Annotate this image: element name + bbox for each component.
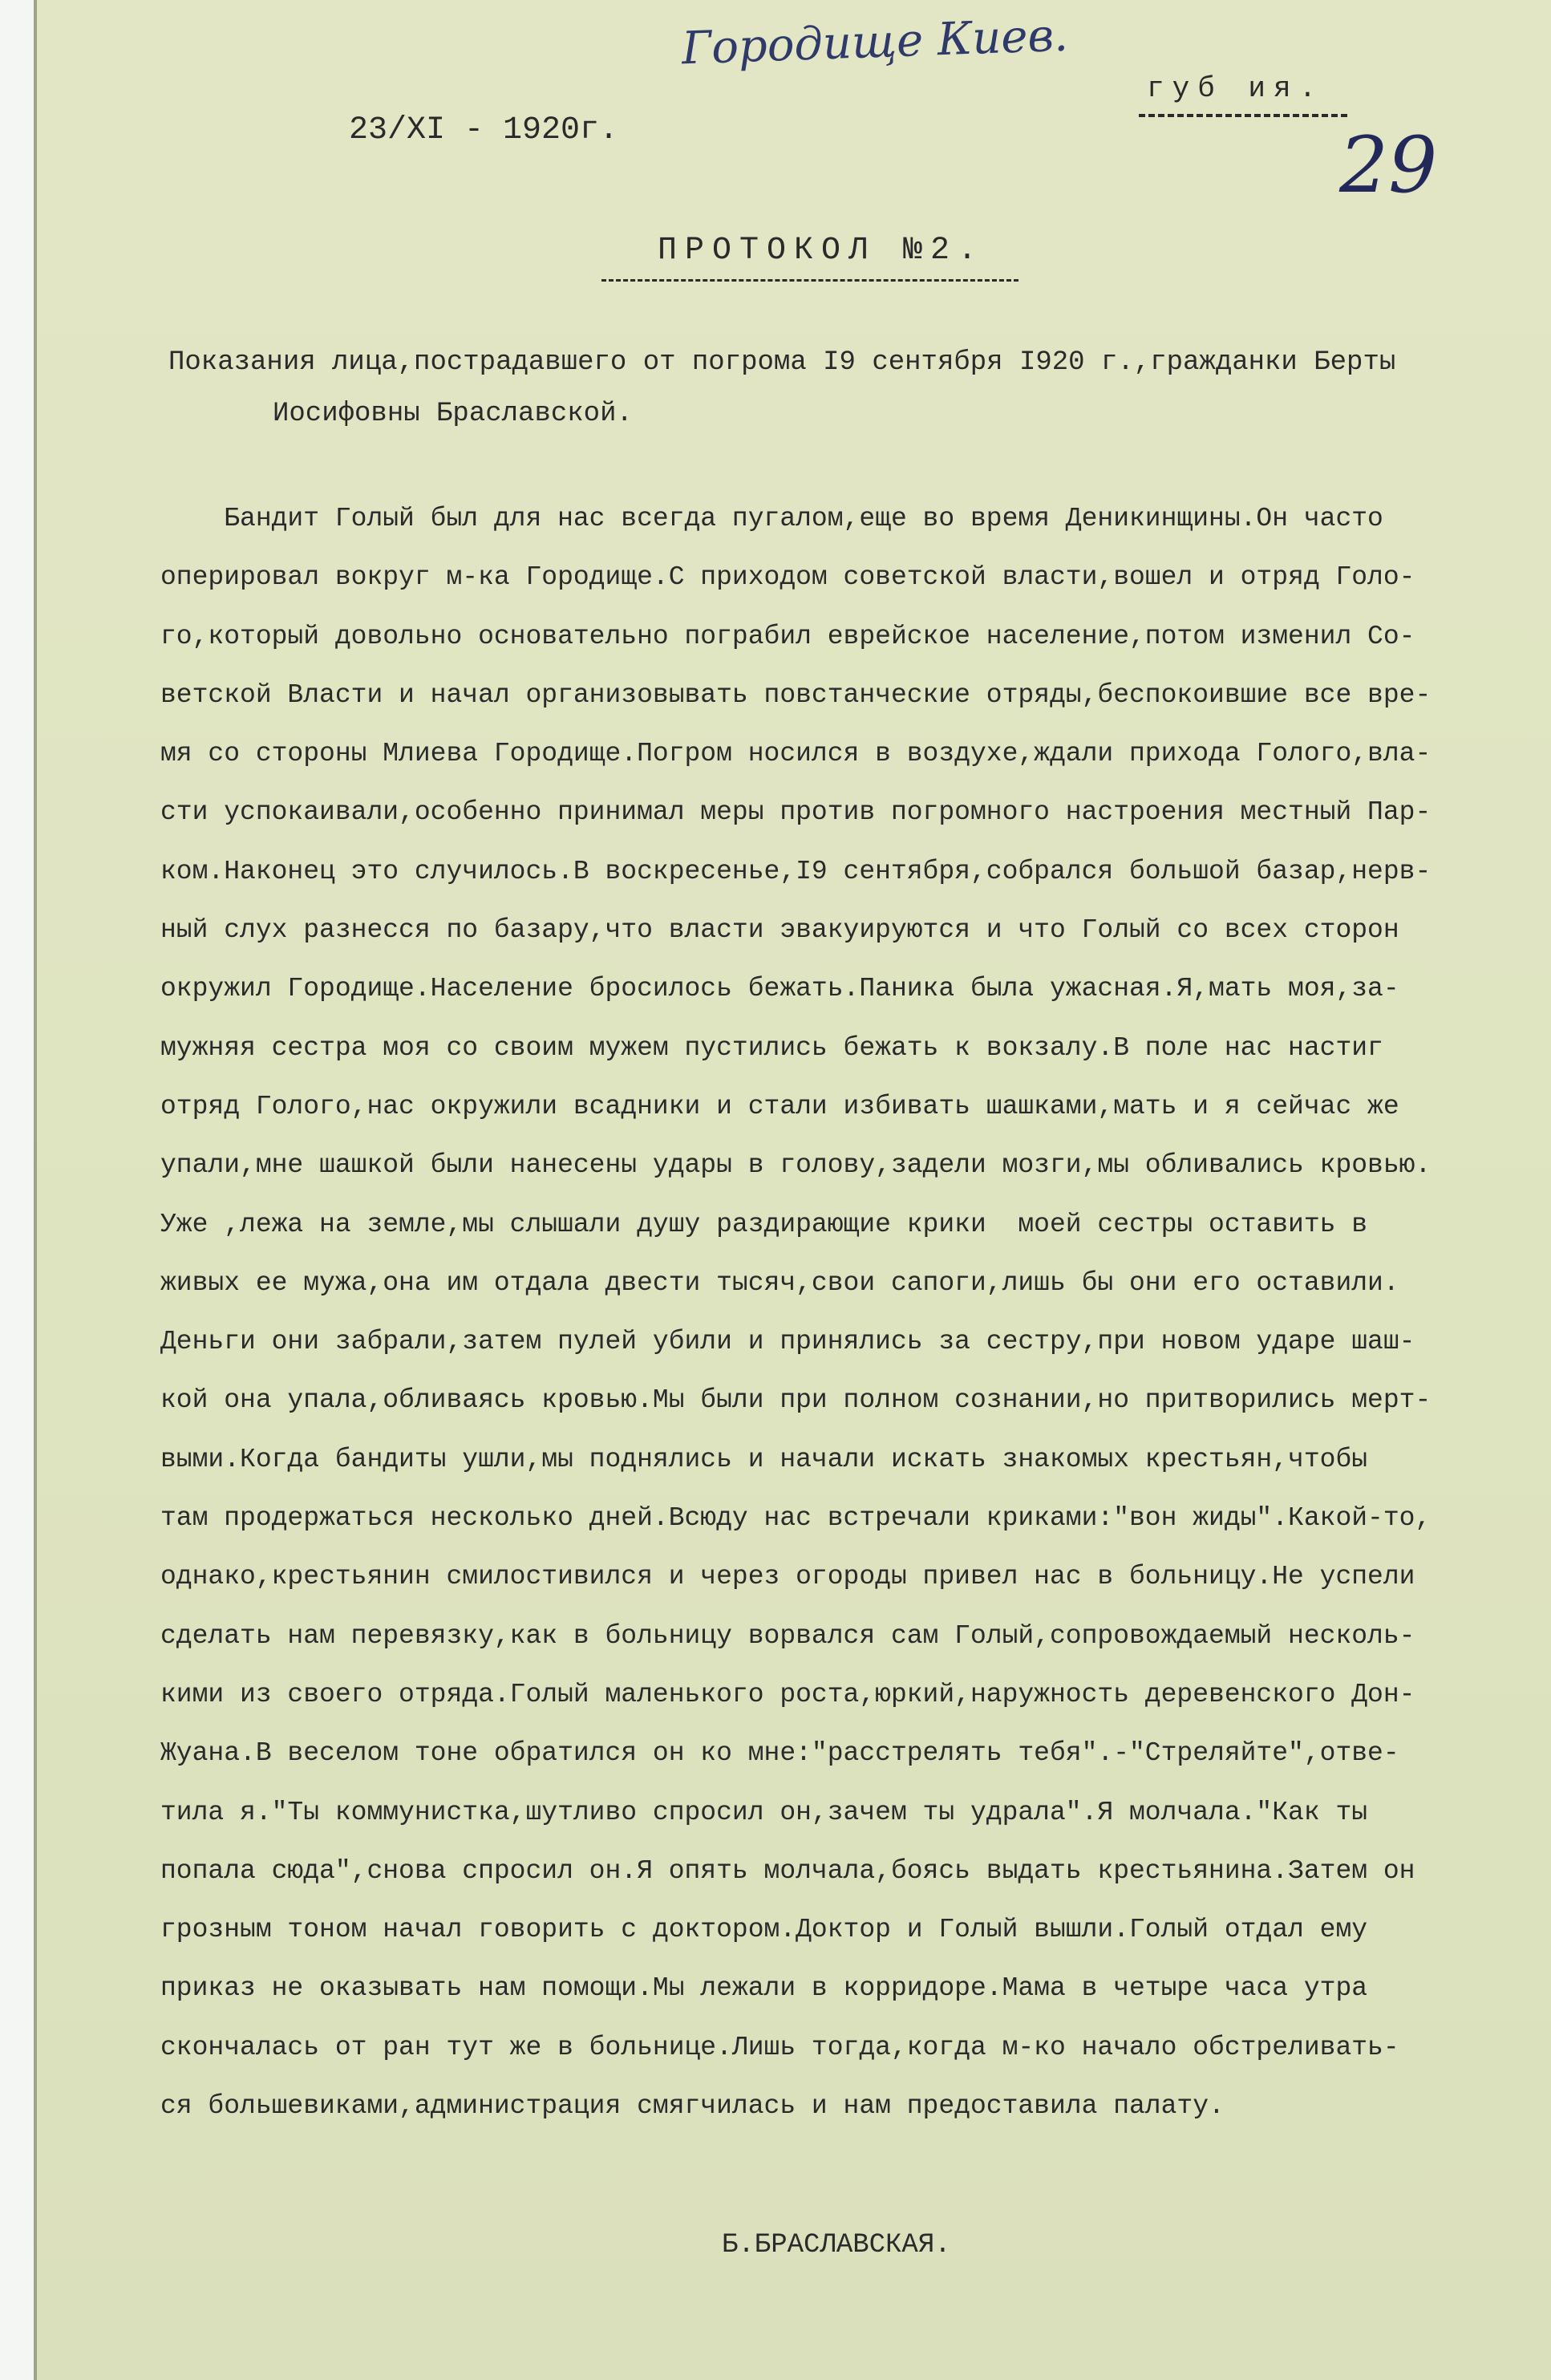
body-line: однако,крестьянин смилостивился и через огороды привел нас в больницу.Не успели [160, 1562, 1415, 1592]
typed-region-label: губ ия. [1147, 72, 1325, 105]
body-line: тила я."Ты коммунистка,шутливо спросил он,зачем ты удрала".Я молчала."Как ты [160, 1797, 1368, 1827]
body-line: ный слух разнесся по базару,что власти эвакуируются и что Голый со всех сторон [160, 915, 1399, 946]
body-line: Деньги они забрали,затем пулей убили и принялись за сестру,при новом ударе шаш- [160, 1327, 1415, 1357]
document-heading [168, 337, 1484, 440]
signature: Б.БРАСЛАВСКАЯ. [722, 2230, 951, 2260]
body-line: кой она упала,обливаясь кровью.Мы были при полном сознании,но притворились мерт- [160, 1385, 1432, 1416]
body-line: ком.Наконец это случилось.В воскресенье,I9 сентября,собрался большой базар,нерв- [160, 856, 1432, 886]
document-date: 23/XI - 1920г. [349, 112, 619, 148]
body-line: го,который довольно основательно пограбил еврейское население,потом изменил Со- [160, 621, 1415, 651]
body-line: отряд Голого,нас окружили всадники и стали избивать шашками,мать и я сейчас же [160, 1091, 1399, 1121]
body-line: выми.Когда бандиты ушли,мы поднялись и начали искать знакомых крестьян,чтобы [160, 1444, 1368, 1474]
body-line: живых ее мужа,она им отдала двести тысяч,свои сапоги,лишь бы они его оставили. [160, 1267, 1399, 1298]
body-line: Жуана.В веселом тоне обратился он ко мне:"расстрелять тебя".-"Стреляйте",отве- [160, 1738, 1399, 1769]
body-line: оперировал вокруг м-ка Городище.С приходом советской власти,вошел и отряд Голо- [160, 562, 1415, 593]
testimony-body [160, 489, 1540, 2135]
body-line: упали,мне шашкой были нанесены удары в голову,задели мозги,мы обливались кровью. [160, 1150, 1432, 1181]
body-line: сти успокаивали,особенно принимал меры против погромного настроения местный Пар- [160, 797, 1432, 828]
body-line: сделать нам перевязку,как в больницу ворвался сам Голый,сопровождаемый несколь- [160, 1620, 1415, 1651]
page-number: 29 [1339, 120, 1438, 210]
title-underline [601, 279, 1018, 282]
body-line: там продержаться несколько дней.Всюду нас встречали криками:"вон жиды".Какой-то, [160, 1503, 1432, 1534]
body-line: грозным тоном начал говорить с доктором.Доктор и Голый вышли.Голый отдал ему [160, 1915, 1368, 1945]
body-line: окружил Городище.Население бросилось бежать.Паника была ужасная.Я,мать моя,за- [160, 974, 1399, 1004]
heading-line-1: Показания лица,пострадавшего от погрома I9 сентября I920 г.,гражданки Берты [168, 347, 1396, 378]
body-line: ся большевиками,администрация смягчилась и нам предоставила палату. [160, 2091, 1225, 2122]
body-line: ветской Власти и начал организовывать повстанческие отряды,беспокоившие все вре- [160, 679, 1432, 710]
body-line: Бандит Голый был для нас всегда пугалом,еще во время Деникинщины.Он часто [160, 504, 1383, 533]
body-line: мя со стороны Млиева Городище.Погром носился в воздухе,ждали прихода Голого,вла- [160, 739, 1432, 769]
body-line: Уже ,лежа на земле,мы слышали душу раздирающие крики моей сестры оставить в [160, 1209, 1368, 1239]
body-line: кими из своего отряда.Голый маленького роста,юркий,наружность деревенского Дон- [160, 1679, 1415, 1709]
left-margin-strip [0, 0, 37, 2380]
body-line: попала сюда",снова спросил он.Я опять молчала,боясь выдать крестьянина.Затем он [160, 1855, 1415, 1886]
body-line: скончалась от ран тут же в больнице.Лишь тогда,когда м-ко начало обстреливать- [160, 2032, 1399, 2062]
handwritten-location-note: Городище Киев. [681, 9, 1069, 75]
body-line: мужняя сестра моя со своим мужем пустились бежать к вокзалу.В поле нас настиг [160, 1032, 1383, 1063]
document-title: ПРОТОКОЛ №2. [658, 233, 986, 269]
body-line: приказ не оказывать нам помощи.Мы лежали в корридоре.Мама в четыре часа утра [160, 1973, 1368, 2004]
header-rule [1139, 114, 1347, 117]
heading-line-2: Иосифовны Браславской. [273, 399, 633, 429]
